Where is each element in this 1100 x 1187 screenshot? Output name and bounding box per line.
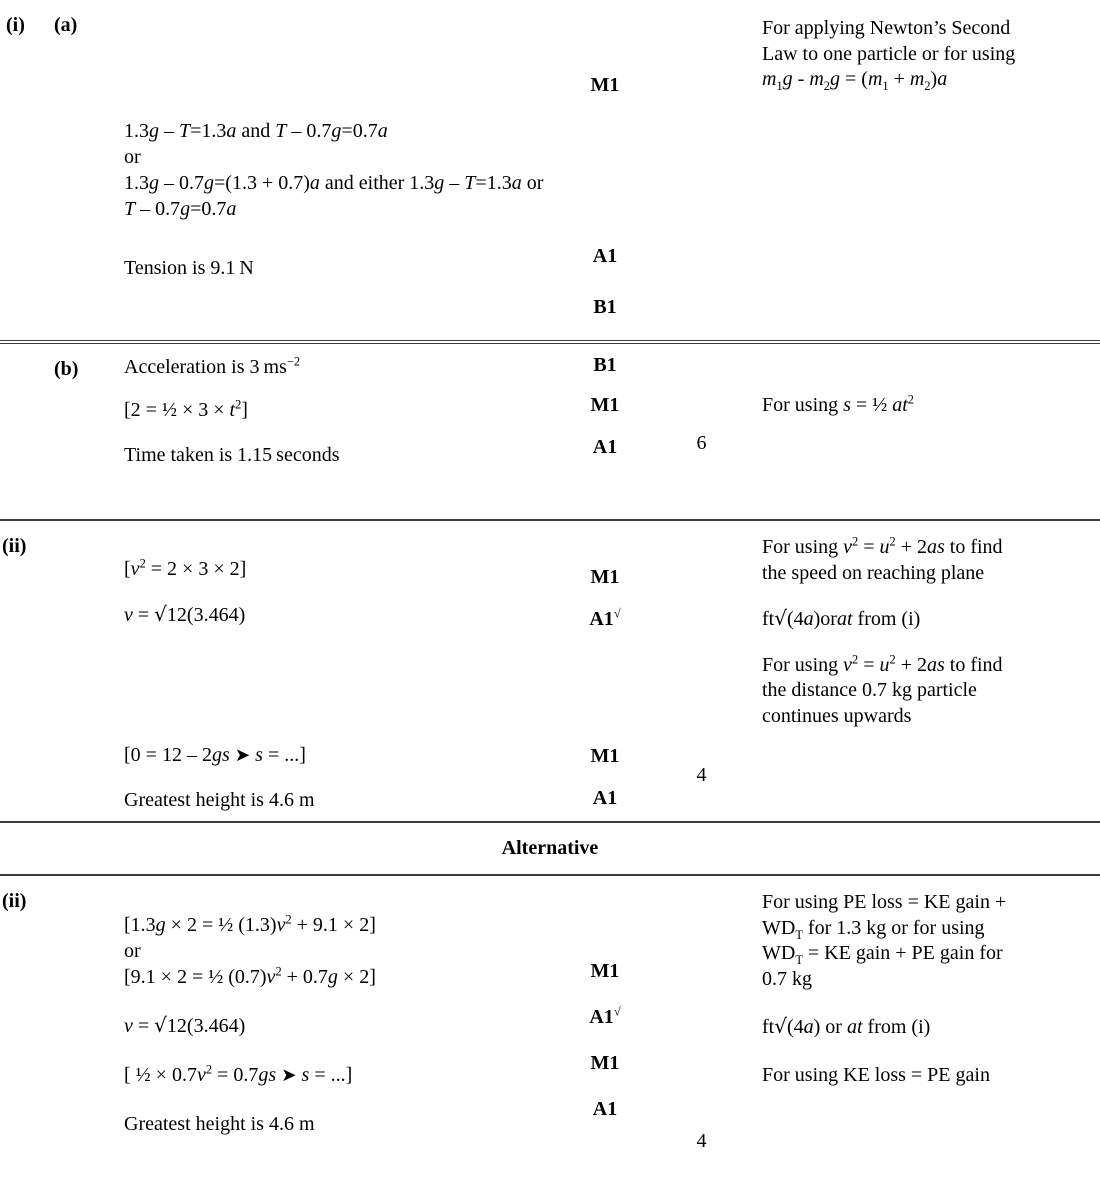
notes-cell-i-a	[748, 0, 1100, 342]
part-cell-i-a	[0, 0, 110, 342]
note-using-v2-2b: the distance 0.7 kg particle	[762, 679, 977, 702]
notes-cell-ii-alt	[748, 875, 1100, 1187]
mark-m1: M1	[590, 394, 620, 416]
working-alt-line-1: [1.3g × 2 = ½ $(1.3)v^2 + 9.1 \times 2$]	[124, 912, 376, 936]
mark-cell-i-b	[555, 342, 655, 520]
working-alt-line-greatest: Greatest height is 4.6 m	[124, 1113, 315, 1135]
working-alt-line-ke: [ ½ × $0.7v^2 = 0.7gs$ ➤ s = ...]	[124, 1062, 353, 1086]
part-label-i-b	[0, 344, 110, 519]
note-ke-loss: For using KE loss = PE gain	[762, 1063, 990, 1086]
working-line-tension: Tension is 9.1 N	[124, 257, 254, 279]
mark-cell-ii-main	[555, 520, 655, 822]
working-line-greatest: Greatest height is 4.6 m	[124, 789, 315, 811]
note-using-v2-2c: continues upwards	[762, 704, 912, 727]
mark-a1: A1	[592, 1098, 618, 1120]
total-cell-ii-alt	[655, 875, 748, 1187]
mark-a1: A1	[592, 787, 618, 809]
alternative-label: Alternative	[501, 837, 599, 859]
mark-a1-ft: A1√	[589, 1004, 621, 1028]
working-alt-line-3: [9.1 × 2 = ½ $(0.7)v^2 + 0.7g \times 2$]	[124, 964, 376, 988]
working-cell-i-a	[110, 0, 555, 342]
working-line-or: or	[124, 146, 141, 168]
part-alpha-b: (b)	[54, 358, 79, 380]
total-number-4: 4	[696, 764, 707, 786]
working-line-v2: $[v^2 = 2 \times 3 \times 2]$	[124, 556, 247, 580]
note-pe-line-3-tail: = KE gain + PE gain for	[802, 942, 1003, 965]
working-line-v-root: v = √12(3.464)	[124, 602, 246, 626]
working-line-sub: [2 = ½ × $3 \times t^2$]	[124, 397, 248, 421]
notes-cell-ii-main	[748, 520, 1100, 822]
notes-body-i-a	[748, 0, 1100, 340]
note-line-2: Law to one particle or for using	[762, 42, 1016, 65]
total-value-i-a	[655, 0, 748, 340]
notes-cell-i-b	[748, 342, 1100, 520]
note-ft-from-i: ft√(4a)orat from (i)	[762, 606, 921, 631]
table-row-alternative	[0, 822, 1100, 875]
note-using-v2-1: For using $v^2 = u^2 + 2as$ to find	[762, 534, 1003, 558]
part-cell-ii-alt	[0, 875, 110, 1187]
part-roman-ii: (ii)	[2, 535, 27, 557]
mark-m1: M1	[590, 74, 620, 96]
part-alpha-a: (a)	[54, 14, 78, 36]
part-roman-i: (i)	[6, 14, 25, 36]
table-row-ii-main	[0, 520, 1100, 822]
working-line-accel: Acceleration is 3 $ms^{-2}$	[124, 354, 301, 378]
note-pe-line-2-tail: for 1.3 kg or for using	[802, 916, 985, 939]
working-line-zero: [0 = 12 – 2gs ➤ s = ...]	[124, 744, 306, 766]
note-pe-line-2: $WD_T$ for 1.3 kg or for using	[762, 916, 985, 942]
working-line-1: 1.3g – T=1.3a and T – 0.7g=0.7a	[124, 120, 388, 142]
mark-a1-ft: A1√	[589, 606, 621, 630]
working-body-ii-main	[110, 521, 555, 821]
working-alt-line-v: v = √12(3.464)	[124, 1013, 246, 1037]
note-using-v2-2: For using $v^2 = u^2 + 2as$ to find	[762, 652, 1003, 676]
mark-a1: A1	[592, 436, 618, 458]
mark-list-ii-alt	[555, 876, 655, 1187]
notes-body-ii-alt	[748, 876, 1100, 1187]
total-number-6: 6	[696, 432, 707, 454]
mark-a1: A1	[592, 245, 618, 267]
mark-b1: B1	[593, 354, 617, 376]
mark-cell-ii-alt	[555, 875, 655, 1187]
part-roman-ii-alt: (ii)	[2, 890, 27, 912]
note-ft-from-i-alt: ft√(4a) or at from (i)	[762, 1014, 931, 1039]
working-cell-i-b	[110, 342, 555, 520]
total-cell-ii-main	[655, 520, 748, 822]
note-line-3-formula: $m_1g - m_2g = (m_1 + m_2)a$	[762, 68, 948, 94]
note-line-1: For applying Newton’s Second	[762, 17, 1011, 39]
mark-list-i-a	[555, 0, 655, 340]
part-label-i-a	[0, 0, 110, 340]
table-row-i-b	[0, 342, 1100, 520]
working-body-i-b	[110, 344, 555, 519]
working-cell-ii-main	[110, 520, 555, 822]
alternative-banner-cell	[0, 822, 1100, 875]
mark-m1: M1	[590, 1052, 620, 1074]
notes-body-ii-main	[748, 521, 1100, 821]
total-value-i-b	[655, 344, 748, 519]
note-pe-line-3: $WD_T$ = KE gain + PE gain for	[762, 942, 1003, 968]
total-value-ii-alt	[655, 876, 748, 1187]
note-pe-line-1: For using PE loss = KE gain +	[762, 891, 1007, 913]
mark-m1: M1	[590, 960, 620, 982]
part-label-ii-main	[0, 521, 110, 821]
working-body-ii-alt	[110, 876, 555, 1187]
note-pe-line-4: 0.7 kg	[762, 967, 812, 990]
total-cell-i-b	[655, 342, 748, 520]
note-line-using-s: For using s = ½ $at^2$	[762, 392, 914, 416]
mark-b1: B1	[593, 296, 617, 318]
mark-m1: M1	[590, 745, 620, 767]
mark-m1: M1	[590, 566, 620, 588]
mark-list-i-b	[555, 344, 655, 519]
working-alt-line-or: or	[124, 940, 141, 962]
part-label-ii-alt	[0, 876, 110, 1187]
mark-cell-i-a	[555, 0, 655, 342]
mark-list-ii-main	[555, 521, 655, 821]
table-row-ii-alt	[0, 875, 1100, 1187]
part-cell-i-b	[0, 342, 110, 520]
total-number-4: 4	[696, 1130, 707, 1152]
note-using-v2-1b: the speed on reaching plane	[762, 561, 985, 584]
working-body-i-a	[110, 0, 555, 340]
notes-body-i-b	[748, 344, 1100, 519]
working-line-3: 1.3g – 0.7g=(1.3 + 0.7)a and either 1.3g – T=1.3a or T – 0.7g=0.7a	[124, 172, 544, 220]
part-cell-ii-main	[0, 520, 110, 822]
total-cell-i-a	[655, 0, 748, 342]
table-row-i-a	[0, 0, 1100, 342]
working-line-time: Time taken is 1.15 seconds	[124, 444, 340, 466]
total-value-ii-main	[655, 521, 748, 821]
working-cell-ii-alt	[110, 875, 555, 1187]
